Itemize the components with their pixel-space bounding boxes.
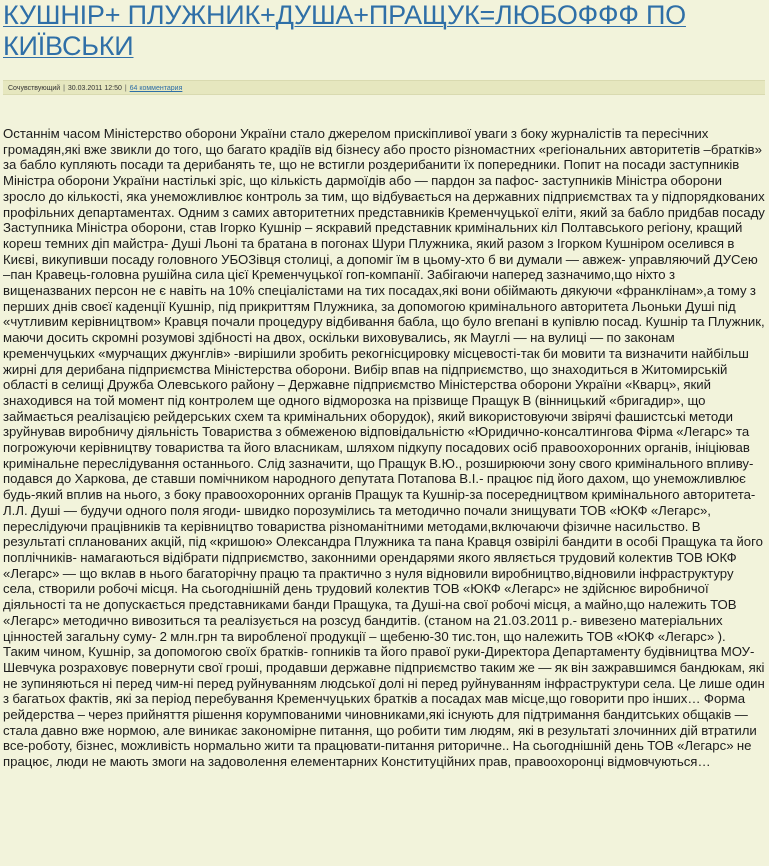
article-body: Останнім часом Міністерство оборони України стало джерелом прискіпливої уваги з боку журналістів та пересічних громадян,які вже звикли до того, що багато крадіїв від бізнесу або просто різномастних «регіональних авторитетів –братків» за бабло купляють посади та дерибанять те, що не встигли роздерибанити їх попередники. Попит на посади заступників Міністра оборони України настількі зріс, що кількість дармоїдів або — пардон за пафос- заступників Міністра оборони зросло до кількості, яка унеможливлює контроль за тим, що відбувається на державних підприємствах та у підпорядкованих профільних департаментах. Одним з самих авторитетних представників Кременчуцької еліти, який за бабло придбав посаду Заступника Міністра оборони, став Ігорко Кушнір – яскравий представник кримінальних кіл Полтавського регіону, кращий кореш темних діп майстра- Душі Льоні та братана в погонах Шури Плужника, який разом з Ігорком Кушніром оселився в Києві, викупивши посаду головного УБОЗівця столиці, а допоміг їм в цьому-хто б ви думали — авжеж- управляючий ДУСею –пан Кравець-головна рушійна сила цієї Кременчуцької гоп-компанії. Забігаючи наперед зазначимо,що ніхто з вищеназваних персон не є навіть на 10% спеціалістами на тих посадах,які вони обіймають дякуючи «франклінам»,а тому з перших днів своєї каденції Кушнір, під прикриттям Плужника, за допомогою кримінального авторитета Льоньки Душі під «чутливим керівництвом» Кравця почали процедуру відбивання бабла, що було вгепані в купівлю посад. Кушнір та Плужник, маючи досить скромні розумові здібності на двох, оскільки виховувались, як Мауглі — на вулиці — по законам кременчуцьких «мурчащих джунглів» -вирішили зробить рекогнісцировку місцевості-так би мовити та визначити найбільш жирні для дерибана підприємства Міністерства оборони. Вибір впав на підприємство, що знаходиться в Житомирській області в селищі Дружба Олевського району – Державне підприємство Міністерства оборони України «Кварц», який знаходився на той момент під контролем ще одного відморозка на прізвище Пращук В (вінницький «бригадир», що займається реалізацією рейдерських схем та кримінальних оборудок), який використовуючи звірячі фашистські методи зруйнував виробничу діяльність Товариства з обмеженою відповідальністю «Юридично-консалтингова Фірма «Легарс» та погрожуючи керівництву товариства та його власникам, шляхом підкупу посадових осіб правоохоронних органів, ініціював кримінальне переслідування останнього. Слід зазначити, що Пращук В.Ю., розширюючи зону свого кримінального впливу- подався до Харкова, де ставши помічником народного депутата Потапова В.І.- працює під його дахом, що унеможливлює будь-який вплив на нього, з боку правоохоронних органів Пращук та Кушнір-за посередництвом кримінального авторитета- Л.Л. Душі — будучи одного поля ягоди- швидко порозумілись та методично почали знищувати ТОВ «ЮКФ «Легарс», переслідуючи працівників та керівництво товариства різноманітними методами,включаючи фізичне насильство. В результаті спланованих акцій, під «кришою» Олександра Плужника та пана Кравця озвірілі бандити в особі Пращука та його поплічників- намагаються відібрати підприємство, законними орендарями якого являється трудовий колектив ТОВ ЮКФ «Легарс» — що вклав в нього багаторічну працю та практично з нуля відновили виробництво,відновили інфраструктуру села, створили робочі місця. На сьогоднішній день трудовий колектив ТОВ «ЮКФ «Легарс» не здійснює виробничої діяльності та не допускається представниками банди Пращука, та Душі-на свої робочі місця, а майно,що належить ТОВ «Легарс» методично вивозиться та реалізується на розсуд бандитів. (станом на 21.03.2011 р.- вивезено матеріальних цінностей загальну суму- 2 млн.грн та виробленої продукції – щебеню-30 тис.тон, що належить ТОВ «ЮКФ «Легарс» ). Таким чином, Кушнір, за допомогою своїх братків- гопників та його правої руки-Директора Департаменту будівництва МОУ- Шевчука розраховує повернути свої гроші, продавши державне підприємство таким же — як він зажравшимся бандюкам, які не зупиняються ні перед чим-ні перед руйнуванням людської долі ні перед руйнуванням інфраструктури села. Це лише один з багатьох фактів, які за період перебування Кременчуцьких братків а посадах мав місце,що говорити про інших… Форма рейдерства – через прийняття рішення корумпованими чиновниками,які існують для підтримання бандитських общаків — стала давно вже нормою, але виникає закономірне питання, що робити тим людям, які в результаті злочинних дій втратили все-роботу, бізнес, можливість нормально жити та працювати-питання риторичне.. На сьогоднішній день ТОВ «Легарс» не працює, люди не мають змоги на задоволення елементарних Конституційних прав, правоохоронці відмовчуються…	[3, 126, 765, 770]
meta-category: Сочувствующий	[8, 85, 61, 92]
meta-date: 30.03.2011 12:50	[67, 85, 122, 92]
meta-separator: |	[61, 85, 67, 92]
article-meta-bar	[3, 80, 765, 95]
article-title-link[interactable]: КУШНІР+ ПЛУЖНИК+ДУША+ПРАЩУК=ЛЮБОФФФ ПО КИЇВСЬКИ	[3, 0, 686, 61]
meta-separator: |	[122, 85, 129, 92]
comments-link[interactable]: 64 комментария	[129, 85, 183, 92]
